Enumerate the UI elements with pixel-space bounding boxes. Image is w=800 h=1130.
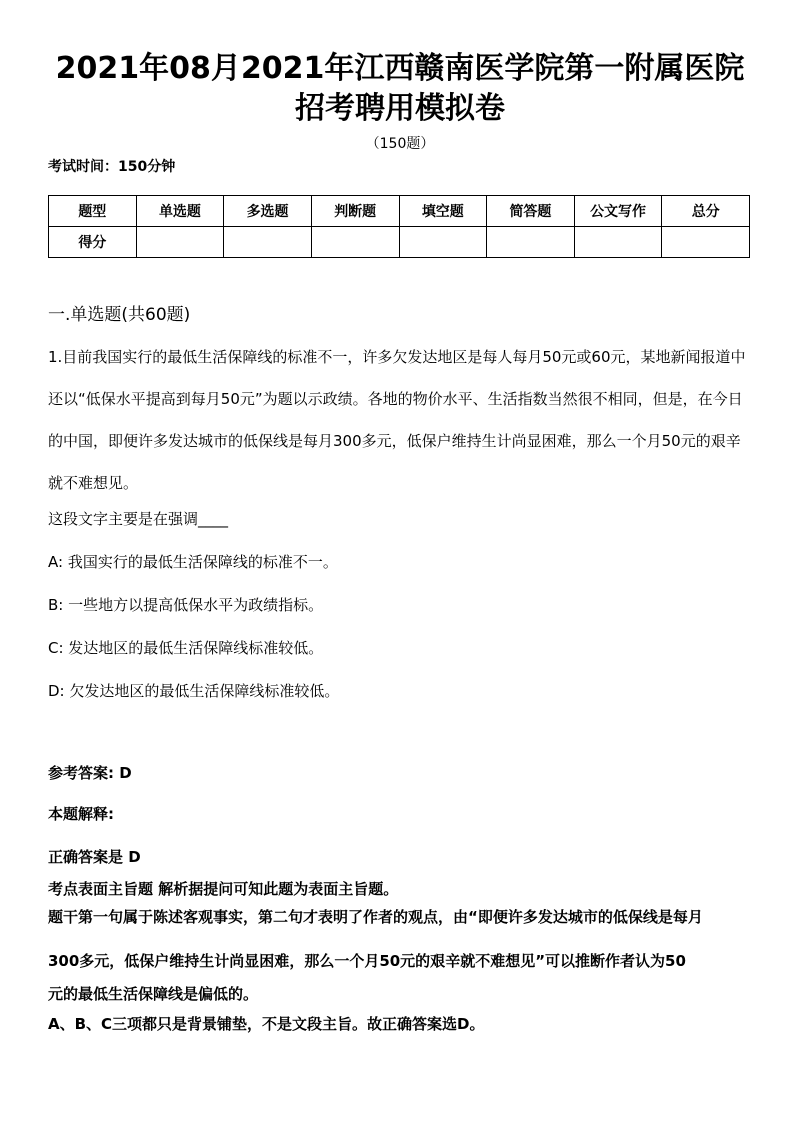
explanation-para1: 题干第一句属于陈述客观事实，第二句才表明了作者的观点，由“即便许多发达城市的低保线是每月 [48, 908, 703, 926]
explanation-para4: A、B、C三项都只是背景铺垫，不是文段主旨。故正确答案选D。 [48, 1015, 485, 1033]
option-b: B: 一些地方以提高低保水平为政绩指标。 [48, 596, 324, 614]
table-cell: 总分 [662, 196, 750, 227]
score-table-score-row [49, 227, 750, 258]
table-cell: 多选题 [224, 196, 312, 227]
exam-time: 考试时间：150分钟 [48, 159, 176, 175]
option-c: C: 发达地区的最低生活保障线标准较低。 [48, 639, 324, 657]
explanation-para3: 元的最低生活保障线是偏低的。 [48, 985, 259, 1003]
score-input-cell [224, 227, 312, 258]
score-input-cell [487, 227, 575, 258]
explanation-label: 本题解释: [48, 805, 114, 823]
table-cell: 简答题 [487, 196, 575, 227]
correct-answer: 正确答案是 D [48, 848, 141, 866]
explanation-para2: 300多元，低保户维持生计尚显困难，那么一个月50元的艰辛就不难想见”可以推断作者认为50 [48, 952, 686, 970]
explanation-point: 考点表面主旨题 解析据提问可知此题为表面主旨题。 [48, 880, 399, 898]
table-cell: 得分 [49, 227, 137, 258]
table-cell: 公文写作 [574, 196, 662, 227]
question-stem: 1.目前我国实行的最低生活保障线的标准不一，许多欠发达地区是每人每月50元或60元，某地新闻报道中还以“低保水平提高到每月50元”为题以示政绩。各地的物价水平、生活指数当然很不相同，但是，在今日的中国，即便许多发达城市的低保线是每月300多元，低保户维持生计尚显困难，那么一个月50元的艰辛就不难想见。 [48, 348, 746, 492]
option-a: A: 我国实行的最低生活保障线的标准不一。 [48, 553, 338, 571]
score-input-cell [574, 227, 662, 258]
score-input-cell [136, 227, 224, 258]
page-title-line1: 2021年08月2021年江西赣南医学院第一附属医院 [55, 51, 745, 86]
table-cell: 单选题 [136, 196, 224, 227]
table-cell: 填空题 [399, 196, 487, 227]
table-cell: 判断题 [311, 196, 399, 227]
table-cell: 题型 [49, 196, 137, 227]
page-title-line2: 招考聘用模拟卷 [295, 91, 505, 126]
question-count: （150题） [365, 136, 435, 152]
question-prompt: 这段文字主要是在强调____ [48, 510, 229, 528]
score-input-cell [311, 227, 399, 258]
score-input-cell [662, 227, 750, 258]
score-table-header-row [49, 196, 750, 227]
score-input-cell [399, 227, 487, 258]
option-d: D: 欠发达地区的最低生活保障线标准较低。 [48, 682, 340, 700]
section-title: 一.单选题(共60题) [48, 305, 191, 325]
reference-answer: 参考答案: D [48, 764, 132, 782]
score-table [48, 195, 750, 258]
